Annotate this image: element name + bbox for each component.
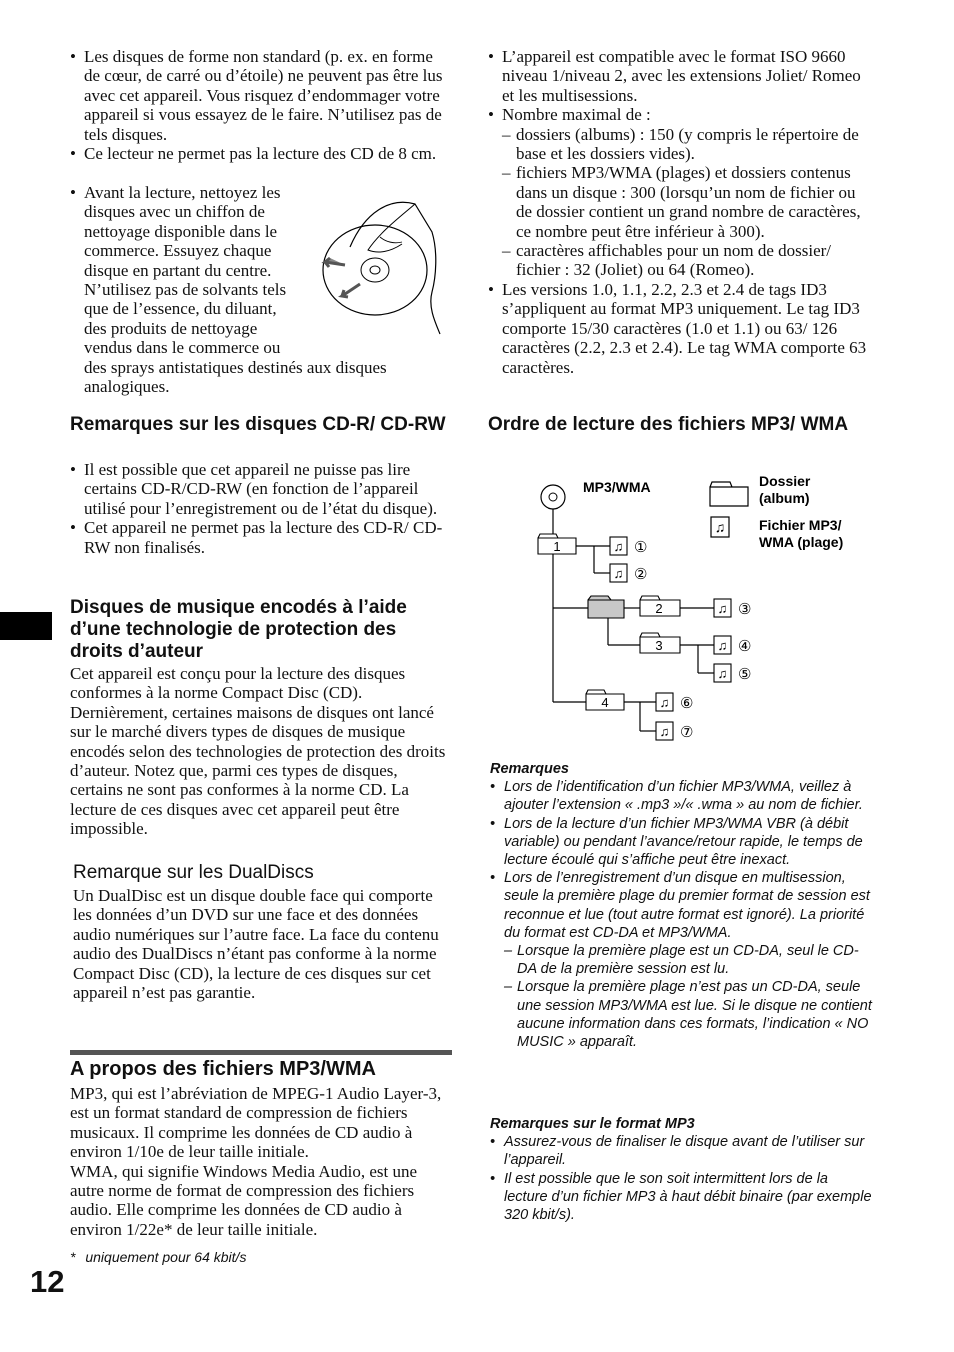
- remarks-title: Remarques: [490, 761, 569, 777]
- list-item: – Lorsque la première plage est un CD-DA, seul le CD-DA de la première session est lu.: [504, 942, 872, 978]
- legend-file-line1: Fichier MP3/: [759, 517, 842, 533]
- mp3-body: [70, 1084, 452, 1239]
- svg-text:♫: ♫: [714, 519, 726, 535]
- max-label: Nombre maximal de :: [502, 105, 651, 125]
- mp3-heading: A propos des fichiers MP3/WMA: [70, 1058, 376, 1080]
- dualdisc-body: Un DualDisc est un disque double face qui comporte les données d’un DVD sur une face et des données audio numériques sur l’autre face. La face du contenu audio des DualDiscs n’étant pas conforme à la norme Compact Disc (CD), la lecture de ces disques sur cet appareil n’est pas garantie.: [73, 886, 439, 1003]
- track-4-number: ④: [738, 638, 752, 655]
- mp3-paragraph: MP3, qui est l’abréviation de MPEG-1 Audio Layer-3, est un format standard de compression de fichiers musicaux. Il comprime les données de CD audio à environ 1/10e de leur taille initiale.: [70, 1084, 442, 1162]
- list-item: • Les disques de forme non standard (p. ex. en forme de cœur, de carré ou d’étoile) ne peuvent pas être lus avec cet appareil. Vous risquez d’endommager votre appareil si vous essayez de le faire. N’utilisez pas de tels disques.: [70, 47, 452, 144]
- list-item: • Assurez-vous de finaliser le disque avant de l’utiliser sur l’appareil.: [490, 1133, 872, 1169]
- mp3-remarks: [490, 1115, 872, 1224]
- protection-body: Cet appareil est conçu pour la lecture des disques conformes à la norme Compact Disc (CD). Dernièrement, certaines maisons de disques ont lancé sur le marché divers types de disques de musique encodés selon des technologies de protection des droits d’auteur. Notez que, parmi ces types de disques, certains ne sont pas conformes à la norme CD. La lecture de ces disques avec cet appareil peut être impossible.: [70, 664, 446, 839]
- list-item: • Il est possible que le son soit intermittent lors de la lecture d’un fichier MP3 à haut débit binaire (par exemple 320 kbit/s).: [490, 1170, 872, 1225]
- list-item: • Ce lecteur ne permet pas la lecture des CD de 8 cm.: [70, 144, 452, 163]
- track-3: [714, 599, 751, 618]
- track-5: [714, 664, 751, 683]
- list-item: – Lorsque la première plage n’est pas un CD-DA, seule une session MP3/WMA est lue. Si le disque ne contient aucune information dans ces formats, l’indication « NO MUSIC » apparaît.: [504, 978, 872, 1051]
- cleaning-line: vendus dans le commerce ou: [84, 338, 281, 358]
- cleaning-line: que de l’essence, du diluant,: [84, 299, 277, 319]
- music-note-icon: ♫: [717, 666, 728, 681]
- list-item: • Cet appareil ne permet pas la lecture des CD-R/ CD-RW non finalisés.: [70, 518, 452, 557]
- list-item: • L’appareil est compatible avec le format ISO 9660 niveau 1/niveau 2, avec les extensions Joliet/ Romeo et les multisessions.: [488, 47, 872, 105]
- track-1: [610, 537, 647, 556]
- track-5-number: ⑤: [738, 666, 752, 683]
- track-3-number: ③: [738, 601, 752, 618]
- disc-root-icon: [541, 485, 565, 509]
- disc-bullets: [70, 47, 452, 163]
- list-item: • Il est possible que cet appareil ne puisse pas lire certains CD-R/CD-RW (en fonction de l’appareil utilisé pour l’enregistrement ou de l’état du disque).: [70, 460, 452, 518]
- cleaning-line: des sprays antistatiques destinés aux disques analogiques.: [84, 357, 387, 397]
- music-note-icon: ♫: [659, 724, 670, 739]
- folder-3-icon: [640, 633, 680, 653]
- music-note-icon: ♫: [659, 695, 670, 710]
- track-4: [714, 636, 751, 655]
- music-note-icon: ♫: [613, 566, 624, 581]
- protection-heading: Disques de musique encodés à l’aide d’une technologie de protection des droits d’auteur: [70, 597, 407, 662]
- disc-root-hole: [549, 493, 557, 501]
- cleaning-line: disques avec un chiffon de: [84, 202, 265, 222]
- legend-folder-line1: Dossier: [759, 473, 811, 489]
- section-tab-marker: [0, 612, 52, 640]
- cleaning-line: des produits de nettoyage: [84, 318, 258, 338]
- list-item: – dossiers (albums) : 150 (y compris le répertoire de base et les dossiers vides).: [502, 125, 872, 164]
- order-heading: Ordre de lecture des fichiers MP3/ WMA: [488, 414, 849, 435]
- wma-paragraph: WMA, qui signifie Windows Media Audio, est une autre norme de format de compression des fichiers audio. Elle comprime les données de CD audio à environ 1/22e* de leur taille initiale.: [70, 1161, 417, 1239]
- legend-folder-icon: [710, 482, 748, 506]
- folder-3-label: 3: [655, 638, 663, 653]
- cdr-bullets: [70, 460, 452, 557]
- cleaning-line: nettoyage disponible dans le: [84, 221, 278, 241]
- track-6: [656, 693, 693, 712]
- track-6-number: ⑥: [680, 695, 694, 712]
- track-7: [656, 722, 693, 741]
- track-2: [610, 564, 647, 583]
- list-item: [488, 105, 872, 280]
- list-item: – fichiers MP3/WMA (plages) et dossiers contenus dans un disque : 300 (lorsqu’un nom de fichier ou de dossier contient un grand nombre de caractères, ce nombre peut être inférieur à 300).: [502, 163, 872, 241]
- remarks: [490, 760, 872, 1051]
- cleaning-line: N’utilisez pas de solvants tels: [84, 280, 287, 300]
- mp3-remarks-title: Remarques sur le format MP3: [490, 1116, 695, 1132]
- list-item: – caractères affichables pour un nom de dossier/ fichier : 32 (Joliet) ou 64 (Romeo).: [502, 241, 872, 280]
- footnote-text: uniquement pour 64 kbit/s: [85, 1249, 247, 1265]
- folder-1-icon: [538, 534, 576, 554]
- track-1-number: ①: [634, 539, 648, 556]
- folder-1-label: 1: [553, 539, 561, 554]
- list-item: • Lors de l’identification d’un fichier MP3/WMA, veillez à ajouter l’extension « .mp3 »/« .wma » au nom de fichier.: [490, 778, 872, 814]
- root-label: MP3/WMA: [583, 479, 651, 495]
- dualdisc-heading: Remarque sur les DualDiscs: [73, 862, 314, 883]
- cleaning-bullet: • Avant la lecture, nettoyez les disques avec un chiffon de nettoyage disponible dans le commerce. Essuyez chaque disque en partant du centre. N’utilisez pas de solvants tels que de l’essence, du diluant, des produits de nettoyage vendus dans le commerce ou des sprays antistatiques destinés aux disques analogiques.: [70, 183, 452, 396]
- playback-order-diagram: [528, 470, 868, 750]
- folder-2-label: 2: [655, 601, 663, 616]
- legend-file-line2: WMA (plage): [759, 534, 844, 550]
- folder-2-icon: [640, 596, 680, 616]
- cleaning-line: disque en partant du centre.: [84, 260, 272, 280]
- music-note-icon: ♫: [717, 638, 728, 653]
- format-bullets: [488, 47, 872, 377]
- music-note-icon: ♫: [717, 601, 728, 616]
- list-item: [490, 869, 872, 1051]
- footnote: [70, 1249, 246, 1265]
- folder-4-label: 4: [601, 695, 609, 710]
- cdr-heading: Remarques sur les disques CD-R/ CD-RW: [70, 414, 446, 435]
- legend-folder-line2: (album): [759, 490, 810, 506]
- section-rule: [70, 1050, 452, 1055]
- music-note-icon: ♫: [613, 539, 624, 554]
- footnote-mark: *: [70, 1249, 76, 1265]
- legend-file-icon: [711, 517, 729, 537]
- disc-cleaning-illustration: [320, 192, 460, 337]
- folder-4-icon: [586, 690, 624, 710]
- folder-highlighted-icon: [588, 596, 624, 618]
- cleaning-line: commerce. Essuyez chaque: [84, 241, 272, 261]
- list-item: • Lors de la lecture d’un fichier MP3/WMA VBR (à débit variable) ou pendant l’avance/retour rapide, le temps de lecture écoulé qui s’affiche peut être inexact.: [490, 815, 872, 870]
- track-7-number: ⑦: [680, 724, 694, 741]
- list-item: • Les versions 1.0, 1.1, 2.2, 2.3 et 2.4 de tags ID3 s’appliquent au format MP3 uniquement. Le tag ID3 comporte 15/30 caractères (1.0 et 1.1) ou 63/ 126 caractères (2.2, 2.3 et 2.4). Le tag WMA comporte 63 caractères.: [488, 280, 872, 377]
- cleaning-line: Avant la lecture, nettoyez les: [84, 183, 281, 202]
- multisession-text: Lors de l’enregistrement d’un disque en multisession, seule la première plage du premier format de session est reconnue et lue (tout autre format est ignoré). La priorité du format est CD-DA et MP3/WMA.: [504, 870, 870, 941]
- page-number: 12: [30, 1264, 65, 1299]
- track-2-number: ②: [634, 566, 648, 583]
